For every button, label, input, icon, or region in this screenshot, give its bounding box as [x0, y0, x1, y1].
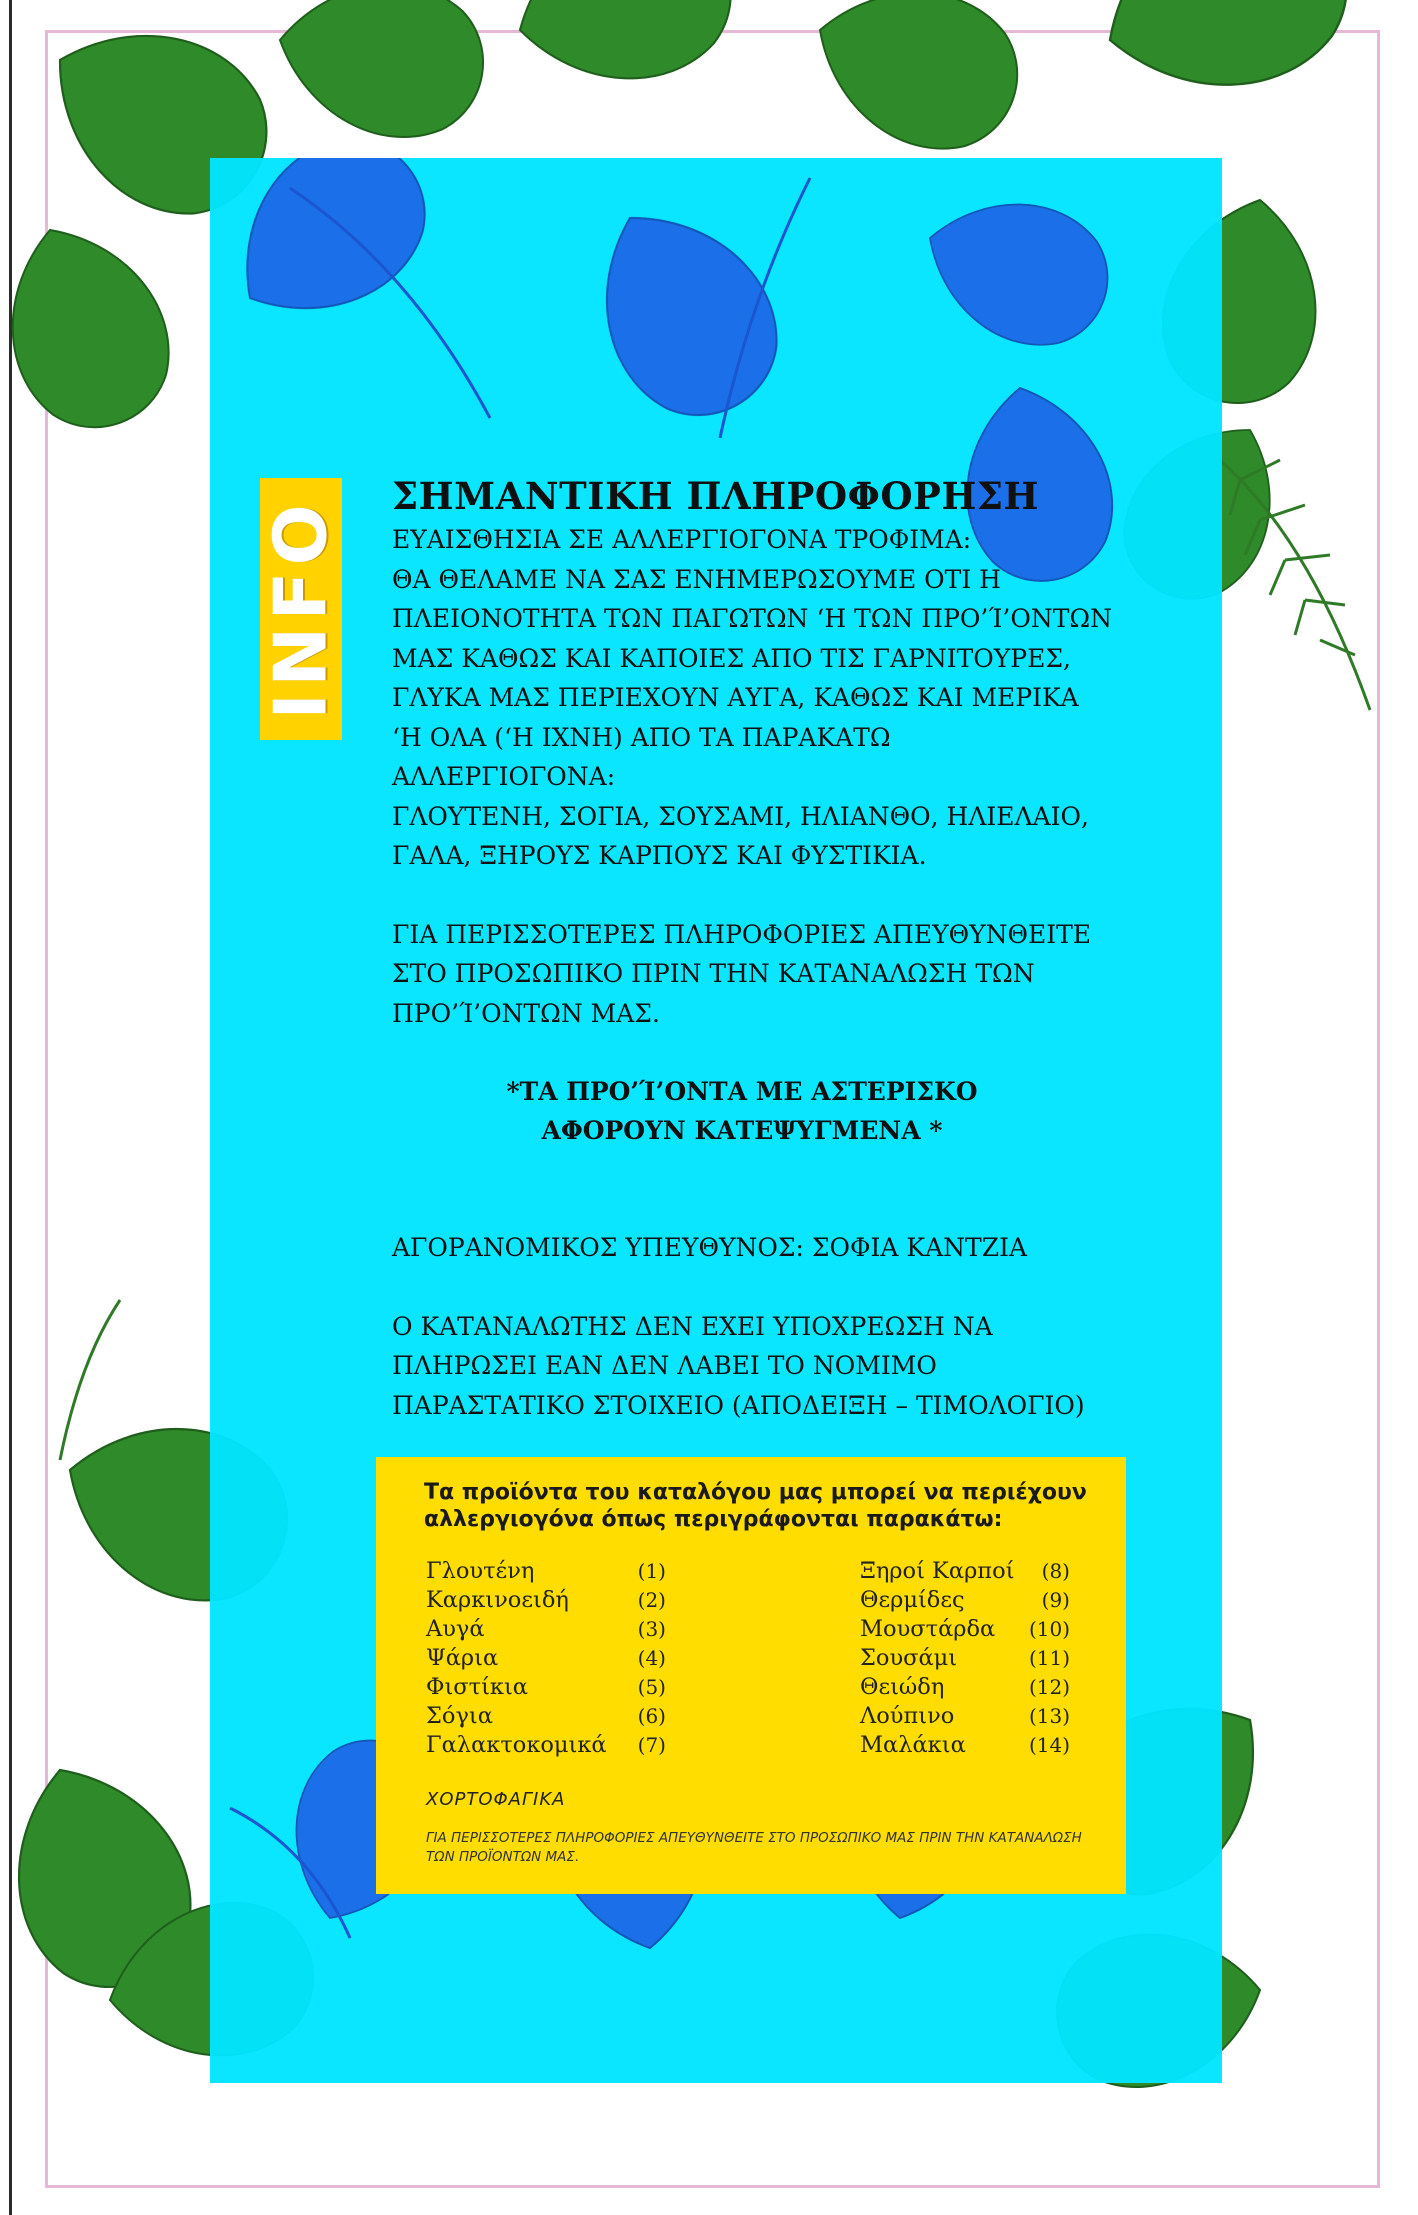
- allergen-item: Καρκινοειδή (2): [426, 1587, 666, 1613]
- allergen-item: Μαλάκια (14): [860, 1732, 1070, 1758]
- staff-line: ΣΤΟ ΠΡΟΣΩΠΙΚΟ ΠΡΙΝ ΤΗΝ ΚΑΤΑΝΑΛΩΣΗ ΤΩΝ: [392, 959, 1035, 988]
- allergen-item: Φιστίκια (5): [426, 1674, 666, 1700]
- allergen-item: Μουστάρδα (10): [860, 1616, 1070, 1642]
- receipt-line: Ο ΚΑΤΑΝΑΛΩΤΗΣ ΔΕΝ ΕΧΕΙ ΥΠΟΧΡΕΩΣΗ ΝΑ: [392, 1311, 993, 1341]
- frozen-note: ΑΦΟΡΟΥΝ ΚΑΤΕΨΥΓΜΕΝΑ *: [541, 1116, 943, 1145]
- allergen-note: ΓΙΑ ΠΕΡΙΣΣΟΤΕΡΕΣ ΠΛΗΡΟΦΟΡΙΕΣ ΑΠΕΥΘΥΝΘΕΙΤΕ ΣΤΟ ΠΡΟΣΩΠΙΚΟ ΜΑΣ ΠΡΙΝ ΤΗΝ ΚΑΤΑΝΑΛΩΣΗ ΤΩΝ ΠΡΟΪΟΝΤΩΝ ΜΑΣ.: [426, 1830, 1082, 1865]
- page-title: ΣΗΜΑΝΤΙΚΗ ΠΛΗΡΟΦΟΡΗΣΗ: [392, 474, 1039, 518]
- allergen-item: Θειώδη (12): [860, 1674, 1070, 1700]
- allergen-list-right: [860, 1557, 1070, 1760]
- allergy-line: ΓΑΛΑ, ΞΗΡΟΥΣ ΚΑΡΠΟΥΣ ΚΑΙ ΦΥΣΤΙΚΙΑ.: [392, 841, 927, 870]
- receipt-line: ΠΑΡΑΣΤΑΤΙΚΟ ΣΤΟΙΧΕΙΟ (ΑΠΟΔΕΙΞΗ – ΤΙΜΟΛΟΓΙΟ): [392, 1390, 1085, 1420]
- allergen-item: Σόγια (6): [426, 1703, 666, 1729]
- receipt-line: ΠΛΗΡΩΣΕΙ ΕΑΝ ΔΕΝ ΛΑΒΕΙ ΤΟ ΝΟΜΙΜΟ: [392, 1351, 937, 1380]
- info-label: INFO: [259, 498, 343, 720]
- allergen-heading: Τα προϊόντα του καταλόγου μας μπορεί να περιέχουν αλλεργιογόνα όπως περιγράφονται παρακάτω:: [424, 1480, 1087, 1532]
- vegetarian-label: ΧΟΡΤΟΦΑΓΙΚΑ: [426, 1789, 566, 1810]
- allergen-item: Θερμίδες (9): [860, 1587, 1070, 1613]
- allergy-line: ΓΛΥΚΑ ΜΑΣ ΠΕΡΙΕΧΟΥΝ ΑΥΓΑ, ΚΑΘΩΣ ΚΑΙ ΜΕΡΙΚΑ: [392, 683, 1079, 712]
- allergy-line: ΜΑΣ ΚΑΘΩΣ ΚΑΙ ΚΑΠΟΙΕΣ ΑΠΟ ΤΙΣ ΓΑΡΝΙΤΟΥΡΕΣ,: [392, 643, 1071, 673]
- allergen-item: Αυγά (3): [426, 1616, 666, 1642]
- allergen-box: [376, 1457, 1126, 1894]
- allergen-item: Σουσάμι (11): [860, 1645, 1070, 1671]
- allergy-line: ΓΛΟΥΤΕΝΗ, ΣΟΓΙΑ, ΣΟΥΣΑΜΙ, ΗΛΙΑΝΘΟ, ΗΛΙΕΛΑΙΟ,: [392, 801, 1089, 831]
- allergy-line: ΠΛΕΙΟΝΟΤΗΤΑ ΤΩΝ ΠΑΓΩΤΩΝ ‘Η ΤΩΝ ΠΡΟ’Ί’ΟΝΤΩΝ: [392, 604, 1113, 633]
- staff-line: ΓΙΑ ΠΕΡΙΣΣΟΤΕΡΕΣ ΠΛΗΡΟΦΟΡΙΕΣ ΑΠΕΥΘΥΝΘΕΙΤΕ: [392, 919, 1091, 949]
- allergen-item: Ξηροί Καρποί (8): [860, 1558, 1070, 1584]
- allergen-item: Γλουτένη (1): [426, 1558, 666, 1584]
- allergen-item: Γαλακτοκομικά (7): [426, 1732, 666, 1758]
- allergen-list-left: [426, 1557, 666, 1760]
- frozen-note: *ΤΑ ΠΡΟ’Ί’ΟΝΤΑ ΜΕ ΑΣΤΕΡΙΣΚΟ: [506, 1077, 978, 1106]
- allergy-line: ΕΥΑΙΣΘΗΣΙΑ ΣΕ ΑΛΛΕΡΓΙΟΓΟΝΑ ΤΡΟΦΙΜΑ:: [392, 525, 972, 554]
- market-officer: ΑΓΟΡΑΝΟΜΙΚΟΣ ΥΠΕΥΘΥΝΟΣ: ΣΟΦΙΑ ΚΑΝΤΖΙΑ: [392, 1233, 1028, 1262]
- allergen-item: Ψάρια (4): [426, 1645, 666, 1671]
- allergy-line: ‘Η ΟΛΑ (‘Η ΙΧΝΗ) ΑΠΟ ΤΑ ΠΑΡΑΚΑΤΩ: [392, 722, 891, 752]
- allergen-item: Λούπινο (13): [860, 1703, 1070, 1729]
- staff-line: ΠΡΟ’Ί’ΟΝΤΩΝ ΜΑΣ.: [392, 998, 660, 1028]
- allergy-line: ΑΛΛΕΡΓΙΟΓΟΝΑ:: [392, 762, 616, 791]
- main-text-block: [392, 472, 1212, 1425]
- allergy-line: ΘΑ ΘΕΛΑΜΕ ΝΑ ΣΑΣ ΕΝΗΜΕΡΩΣΟΥΜΕ ΟΤΙ Η: [392, 564, 1001, 594]
